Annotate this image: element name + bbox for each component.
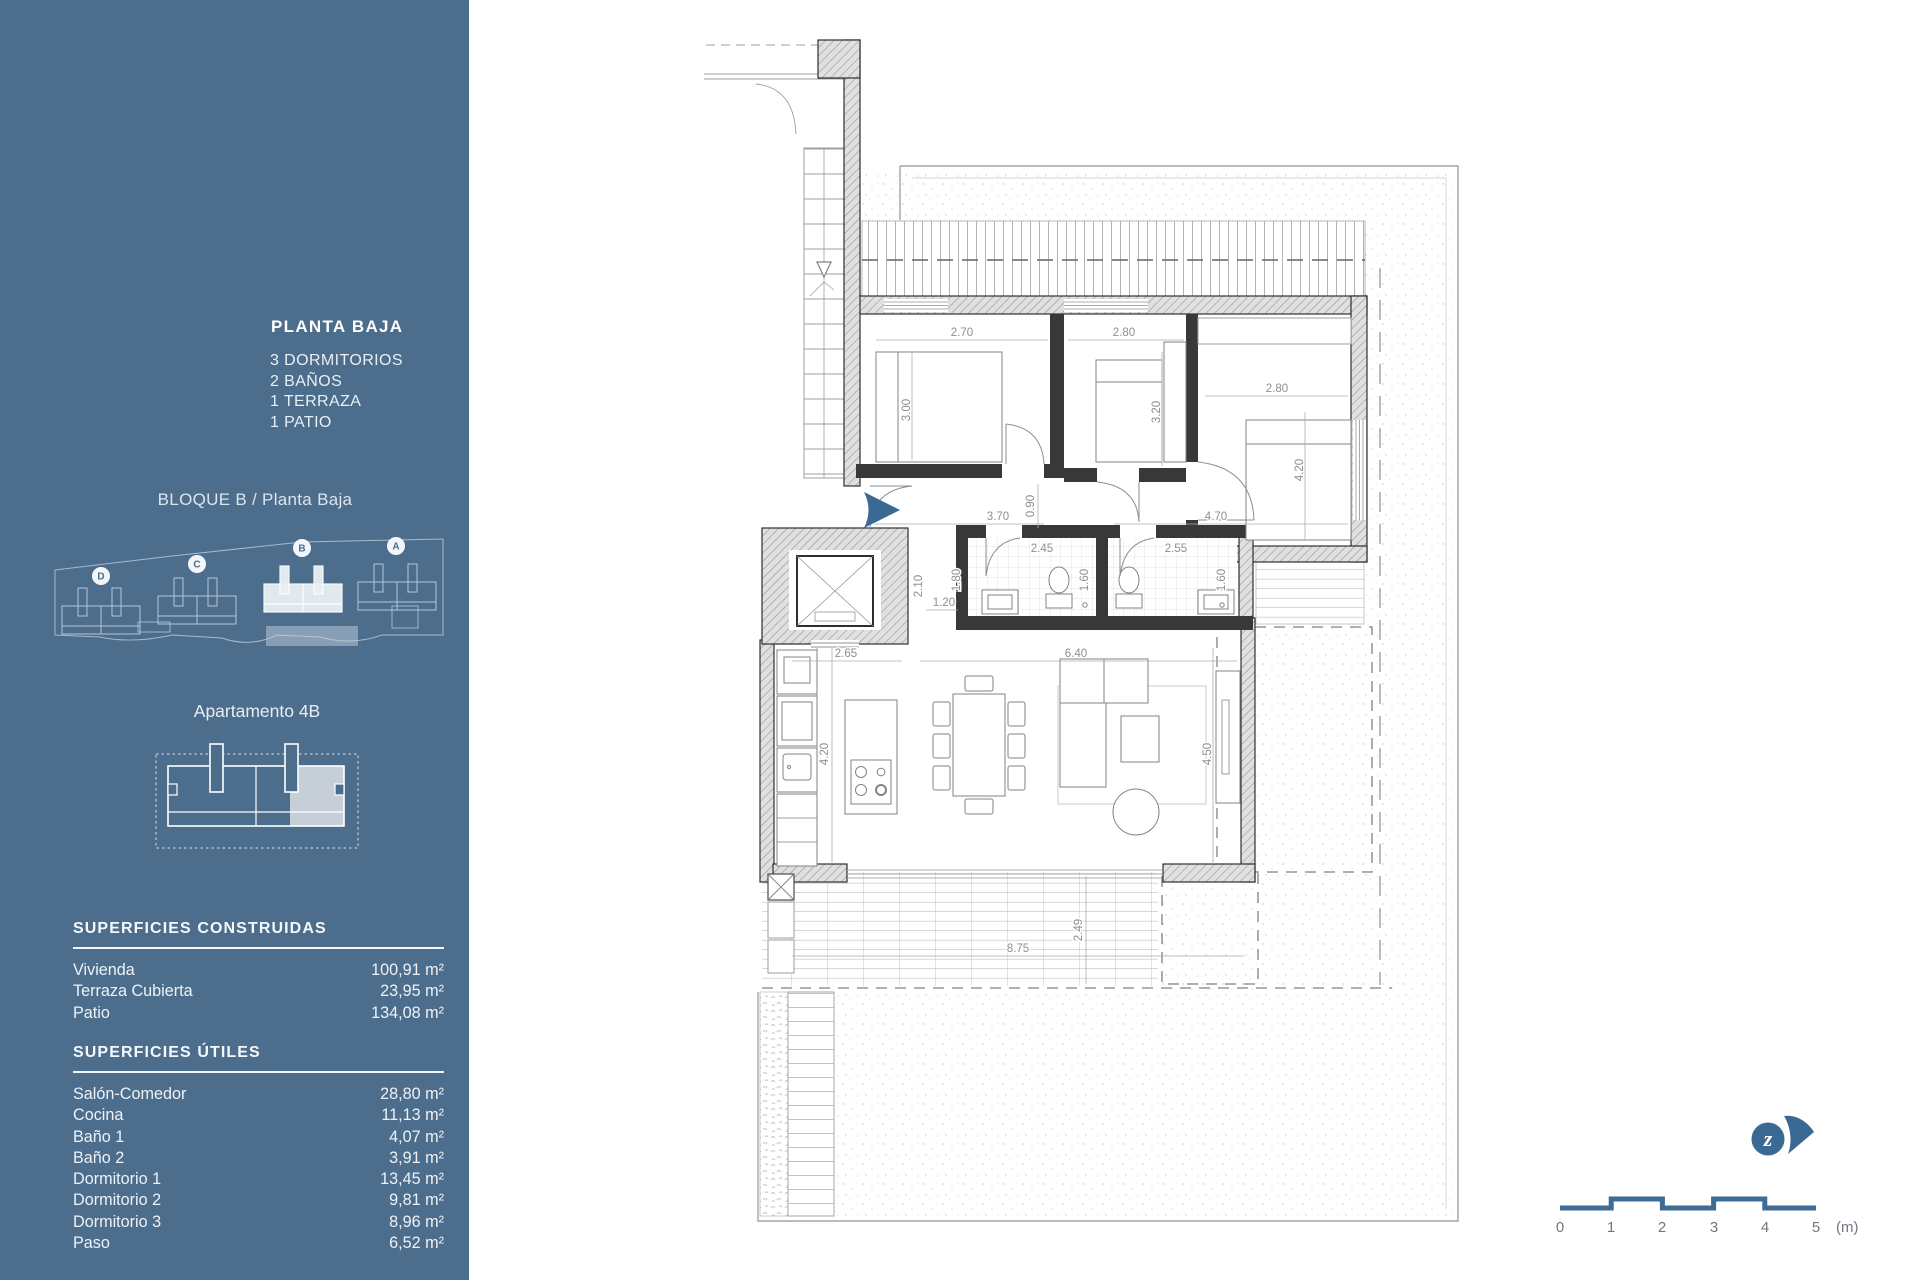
- block-stub: [210, 744, 223, 792]
- company-logo: [1748, 1112, 1828, 1164]
- surface-label: Dormitorio 3: [73, 1212, 162, 1231]
- dim-label: 1.60: [1216, 568, 1228, 592]
- block-stub: [285, 744, 298, 792]
- dim-label: 0.90: [1025, 494, 1037, 518]
- surface-row: [73, 1084, 444, 1105]
- garden-steps: [788, 992, 834, 1216]
- surface-value: 13,45 m²: [380, 1170, 444, 1189]
- dim-label: 2.49: [1073, 918, 1085, 942]
- surface-label: Baño 1: [73, 1127, 125, 1146]
- armchair: [1121, 716, 1159, 762]
- feature-list: [270, 351, 403, 433]
- scale-tick: 0: [1555, 1219, 1565, 1236]
- surfaces-useful-section: [73, 1044, 444, 1254]
- dim-label: 3.20: [1151, 400, 1163, 424]
- cabinets: [777, 794, 817, 866]
- surface-value: 11,13 m²: [381, 1106, 444, 1125]
- site-building-d[interactable]: [62, 588, 140, 634]
- block-title: BLOQUE B / Planta Baja: [157, 490, 353, 509]
- dining-table: [953, 694, 1005, 796]
- marker-c: C: [193, 559, 201, 571]
- dim-label: 2.10: [913, 574, 925, 598]
- coffee-table: [1113, 789, 1159, 835]
- surface-label: Cocina: [73, 1106, 124, 1125]
- scale-tick: 5: [1811, 1219, 1821, 1236]
- bed-1: [876, 352, 1002, 462]
- surface-row: [73, 1105, 444, 1126]
- dim-label: 3.70: [986, 511, 1010, 523]
- dim-label: 4.50: [1202, 742, 1214, 766]
- surface-value: 28,80 m²: [380, 1085, 444, 1103]
- section-heading: SUPERFICIES CONSTRUIDAS: [73, 920, 444, 949]
- surface-label: Terraza Cubierta: [73, 982, 193, 1001]
- surface-label: Paso: [73, 1234, 110, 1253]
- feature-item: 3 DORMITORIOS: [270, 352, 403, 369]
- surface-value: 134,08 m²: [371, 1003, 444, 1022]
- dim-label: 4.20: [819, 742, 831, 766]
- surface-value: 3,91 m²: [389, 1148, 444, 1167]
- toilet: [1116, 594, 1142, 608]
- toilet: [1119, 567, 1139, 593]
- surface-row: [73, 1127, 444, 1148]
- surface-row: [73, 960, 444, 981]
- site-building-c[interactable]: [158, 578, 236, 624]
- surface-row: [73, 1003, 444, 1024]
- surface-label: Patio: [73, 1003, 110, 1022]
- terrace-column: [768, 874, 794, 973]
- info-sidebar: [0, 0, 469, 1280]
- dim-label: 8.75: [1006, 943, 1030, 955]
- pergola: [862, 221, 1365, 298]
- feature-item: 1 TERRAZA: [270, 393, 362, 411]
- toilet: [1049, 567, 1069, 593]
- scale-bar-segments: [1560, 1199, 1816, 1208]
- feature-item: 2 BAÑOS: [270, 372, 343, 390]
- dim-label: 1.20: [932, 597, 956, 609]
- dim-label: 2.65: [834, 648, 858, 660]
- floor-plan: [700, 0, 1500, 1280]
- logo-sail-icon: [1784, 1116, 1814, 1154]
- feature-item: 1 PATIO: [270, 413, 332, 431]
- surface-row: [73, 1148, 444, 1169]
- site-boundary: [55, 539, 443, 642]
- surface-row: [73, 1212, 444, 1233]
- dim-label: 1.80: [951, 568, 963, 592]
- cooktop: [851, 760, 891, 804]
- sofa: [1060, 703, 1106, 787]
- marker-d: D: [97, 571, 105, 583]
- site-plan-map: [52, 536, 448, 660]
- dim-label: 4.70: [1204, 511, 1228, 523]
- surface-row: [73, 1190, 444, 1211]
- wardrobe: [1164, 342, 1186, 462]
- surface-label: Salón-Comedor: [73, 1085, 187, 1103]
- section-heading: SUPERFICIES ÚTILES: [73, 1044, 444, 1073]
- wardrobe: [1198, 318, 1351, 344]
- logo-letter: z: [1763, 1126, 1773, 1151]
- dim-label: 6.40: [1064, 648, 1088, 660]
- dim-label: 1.60: [1079, 568, 1091, 592]
- dim-label: 2.80: [1265, 383, 1289, 395]
- apartment-locator-diagram[interactable]: [152, 740, 364, 852]
- surface-value: 8,96 m²: [389, 1212, 444, 1231]
- surface-row: [73, 981, 444, 1002]
- marker-b: B: [298, 543, 306, 555]
- surface-value: 9,81 m²: [389, 1191, 444, 1210]
- site-building-b-selected[interactable]: [264, 566, 342, 612]
- surface-label: Dormitorio 1: [73, 1170, 162, 1189]
- apartment-title: Apartamento 4B: [193, 701, 321, 721]
- dim-label: 4.20: [1294, 458, 1306, 482]
- surface-label: Baño 2: [73, 1148, 125, 1167]
- dim-label: 2.70: [950, 327, 974, 339]
- dim-label: 2.80: [1112, 327, 1136, 339]
- site-pool: [266, 626, 358, 646]
- surface-value: 6,52 m²: [389, 1234, 444, 1253]
- dim-label: 2.55: [1164, 543, 1188, 555]
- toilet: [1046, 594, 1072, 608]
- scale-tick: 3: [1709, 1219, 1719, 1236]
- surface-row: [73, 1233, 444, 1254]
- scale-tick: 4: [1760, 1219, 1770, 1236]
- floor-title: PLANTA BAJA: [271, 317, 404, 336]
- surface-label: Dormitorio 2: [73, 1191, 162, 1210]
- dim-label: 3.00: [901, 398, 913, 422]
- surfaces-built-section: [73, 920, 444, 1024]
- site-structure: [392, 606, 418, 628]
- scale-bar: [1548, 1178, 1908, 1248]
- scale-tick: 2: [1657, 1219, 1667, 1236]
- scale-unit: (m): [1836, 1219, 1859, 1236]
- marker-a: A: [392, 541, 400, 553]
- surface-value: 100,91 m²: [371, 961, 444, 979]
- site-building-markers: [92, 537, 405, 585]
- surface-value: 23,95 m²: [380, 982, 444, 1001]
- site-building-a[interactable]: [358, 564, 436, 610]
- surface-row: [73, 1169, 444, 1190]
- scale-tick: 1: [1606, 1219, 1616, 1236]
- surface-value: 4,07 m²: [389, 1127, 444, 1146]
- surface-label: Vivienda: [73, 961, 135, 979]
- garden-strips: [760, 992, 834, 1216]
- dim-label: 2.45: [1030, 543, 1054, 555]
